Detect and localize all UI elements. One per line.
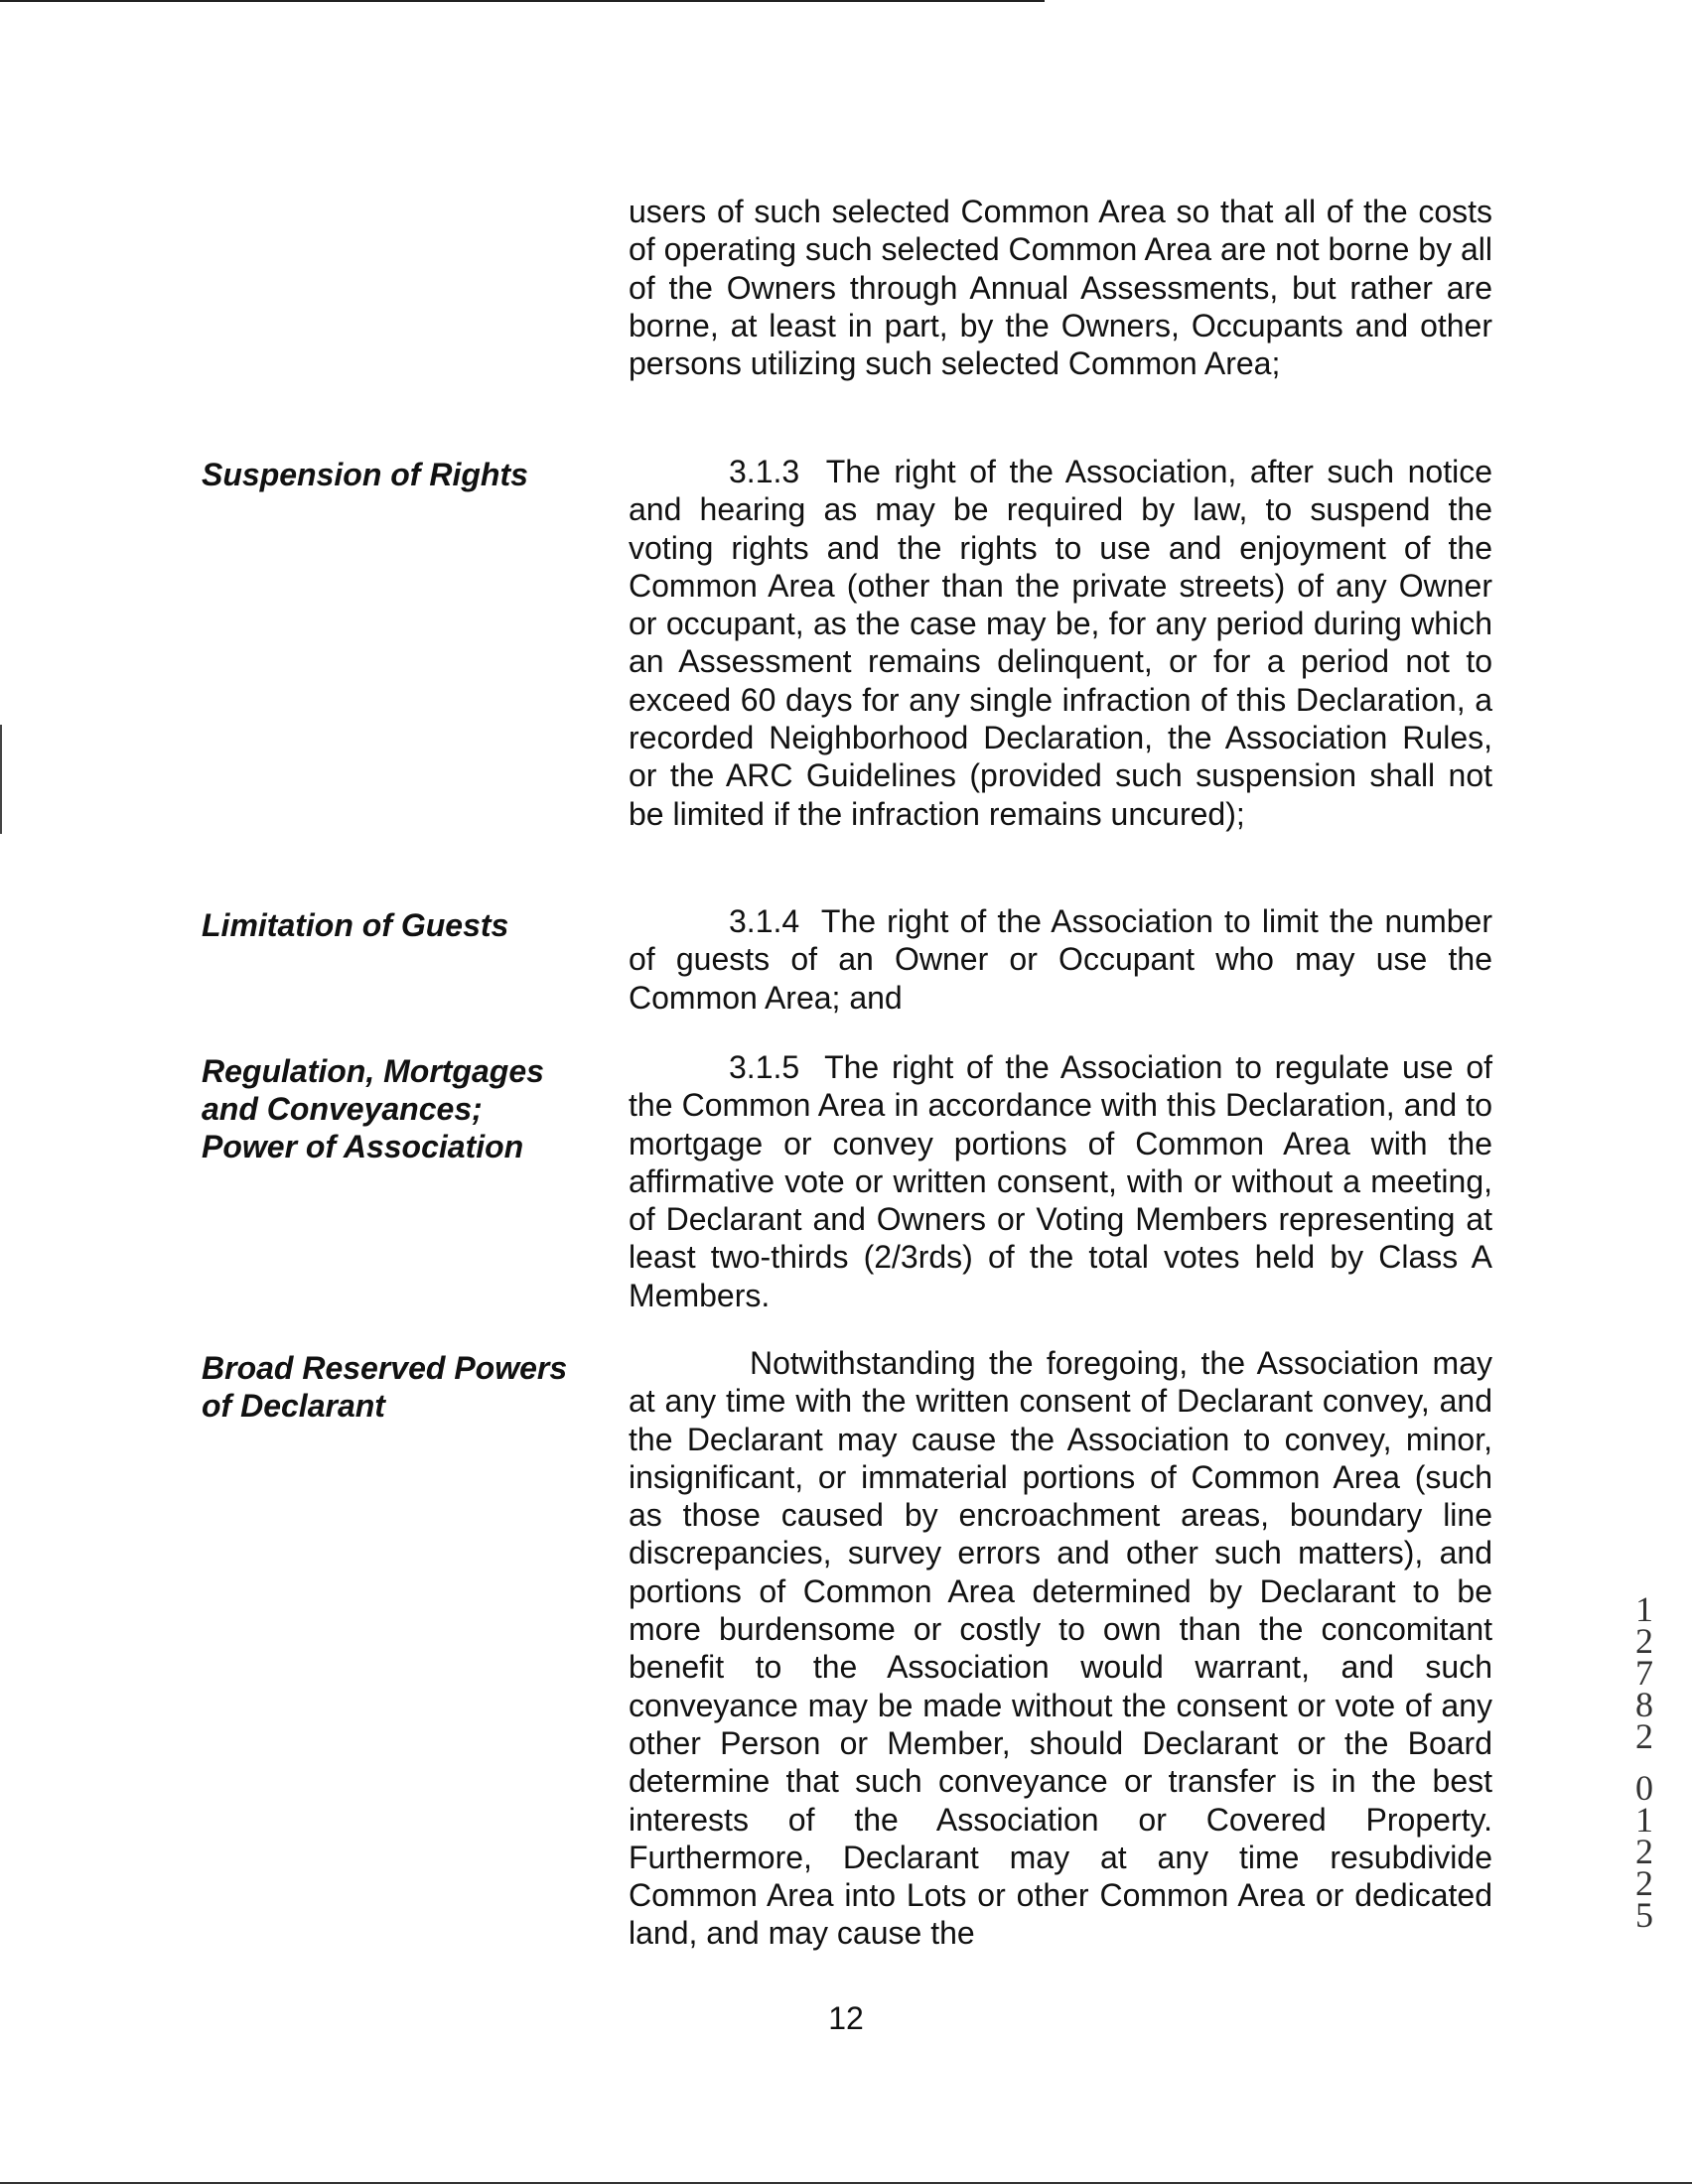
paragraph-3-1-5 <box>629 1048 1492 1314</box>
stamp-digit: 5 <box>1635 1895 1653 1935</box>
heading-line: of Declarant <box>202 1388 385 1424</box>
heading-limitation-of-guests <box>202 906 609 944</box>
stamp-digit: 7 <box>1635 1653 1653 1693</box>
heading-broad-reserved-powers <box>202 1349 609 1425</box>
stamp-digit: 8 <box>1635 1685 1653 1724</box>
section-text: Notwithstanding the foregoing, the Association may at any time with the written consent of Declarant convey, and the Declarant may cause the Association to convey, minor, insignificant, or immaterial portions of Common Area (such as those caused by encroachment areas, boundary line discrepancies, survey errors and other such matters), and portions of Common Area determined by Declarant to be more burdensome or costly to own than the concomitant benefit to the Association would warrant, and such conveyance may be made without the consent or vote of any other Person or Member, should Declarant or the Board determine that such conveyance or transfer is in the best interests of the Association or Covered Property. Furthermore, Declarant may at any time resubdivide Common Area into Lots or other Common Area or dedicated land, and may cause the <box>629 1345 1492 1952</box>
stamp-digit: 1 <box>1635 1589 1653 1629</box>
heading-line: Power of Association <box>202 1129 524 1164</box>
stamp-digit: 2 <box>1635 1716 1653 1756</box>
paragraph-3-1-4 <box>629 902 1492 1017</box>
section-text: The right of the Association to limit the number of guests of an Owner or Occupant who may use the Common Area; and <box>629 903 1493 1016</box>
continuation-paragraph: users of such selected Common Area so that all of the costs of operating such selected Common Area are not borne by all of the Owners through Annual Assessments, but rather are borne, at least in part, by the Owners, Occupants and other persons utilizing such selected Common Area; <box>629 194 1492 382</box>
section-number: 3.1.5 <box>729 1049 800 1085</box>
stamp-digit: 2 <box>1635 1832 1653 1871</box>
page-number: 12 <box>828 2000 864 2036</box>
heading-suspension-of-rights <box>202 456 609 493</box>
stamp-digit: 2 <box>1635 1621 1653 1661</box>
heading-line: Broad Reserved Powers <box>202 1350 568 1386</box>
section-text: The right of the Association to regulate use of the Common Area in accordance with this Declaration, and to mortgage or convey portions of Common Area with the affirmative vote or written consent, with or without a meeting, of Declarant and Owners or Voting Members representing at least two-thirds (2/3rds) of the total votes held by Class A Members. <box>629 1049 1493 1313</box>
section-number: 3.1.4 <box>729 903 800 939</box>
scan-edge-top <box>0 0 1045 2</box>
heading-line: Suspension of Rights <box>202 457 528 492</box>
paragraph-broad-reserved-powers <box>629 1344 1492 1953</box>
heading-line: Regulation, Mortgages <box>202 1053 544 1089</box>
heading-line: and Conveyances; <box>202 1091 483 1127</box>
paragraph-3-1-3 <box>629 453 1492 833</box>
stamp-digit: 1 <box>1635 1800 1653 1840</box>
section-number: 3.1.3 <box>729 454 800 489</box>
stamp-digit: 2 <box>1635 1863 1653 1903</box>
heading-line: Limitation of Guests <box>202 907 509 943</box>
heading-regulation-mortgages <box>202 1052 609 1165</box>
scan-edge-left <box>0 725 2 834</box>
recording-stamp <box>1626 1589 1662 1935</box>
stamp-digit: 0 <box>1635 1768 1653 1808</box>
section-text: The right of the Association, after such notice and hearing as may be required by law, to suspend the voting rights and the rights to use and enjoyment of the Common Area (other than the private streets) of any Owner or occupant, as the case may be, for any period during which an Assessment remains delinquent, or for a period not to exceed 60 days for any single infraction of this Declaration, a recorded Neighborhood Declaration, the Association Rules, or the ARC Guidelines (provided such suspension shall not be limited if the infraction remains uncured); <box>629 454 1492 832</box>
